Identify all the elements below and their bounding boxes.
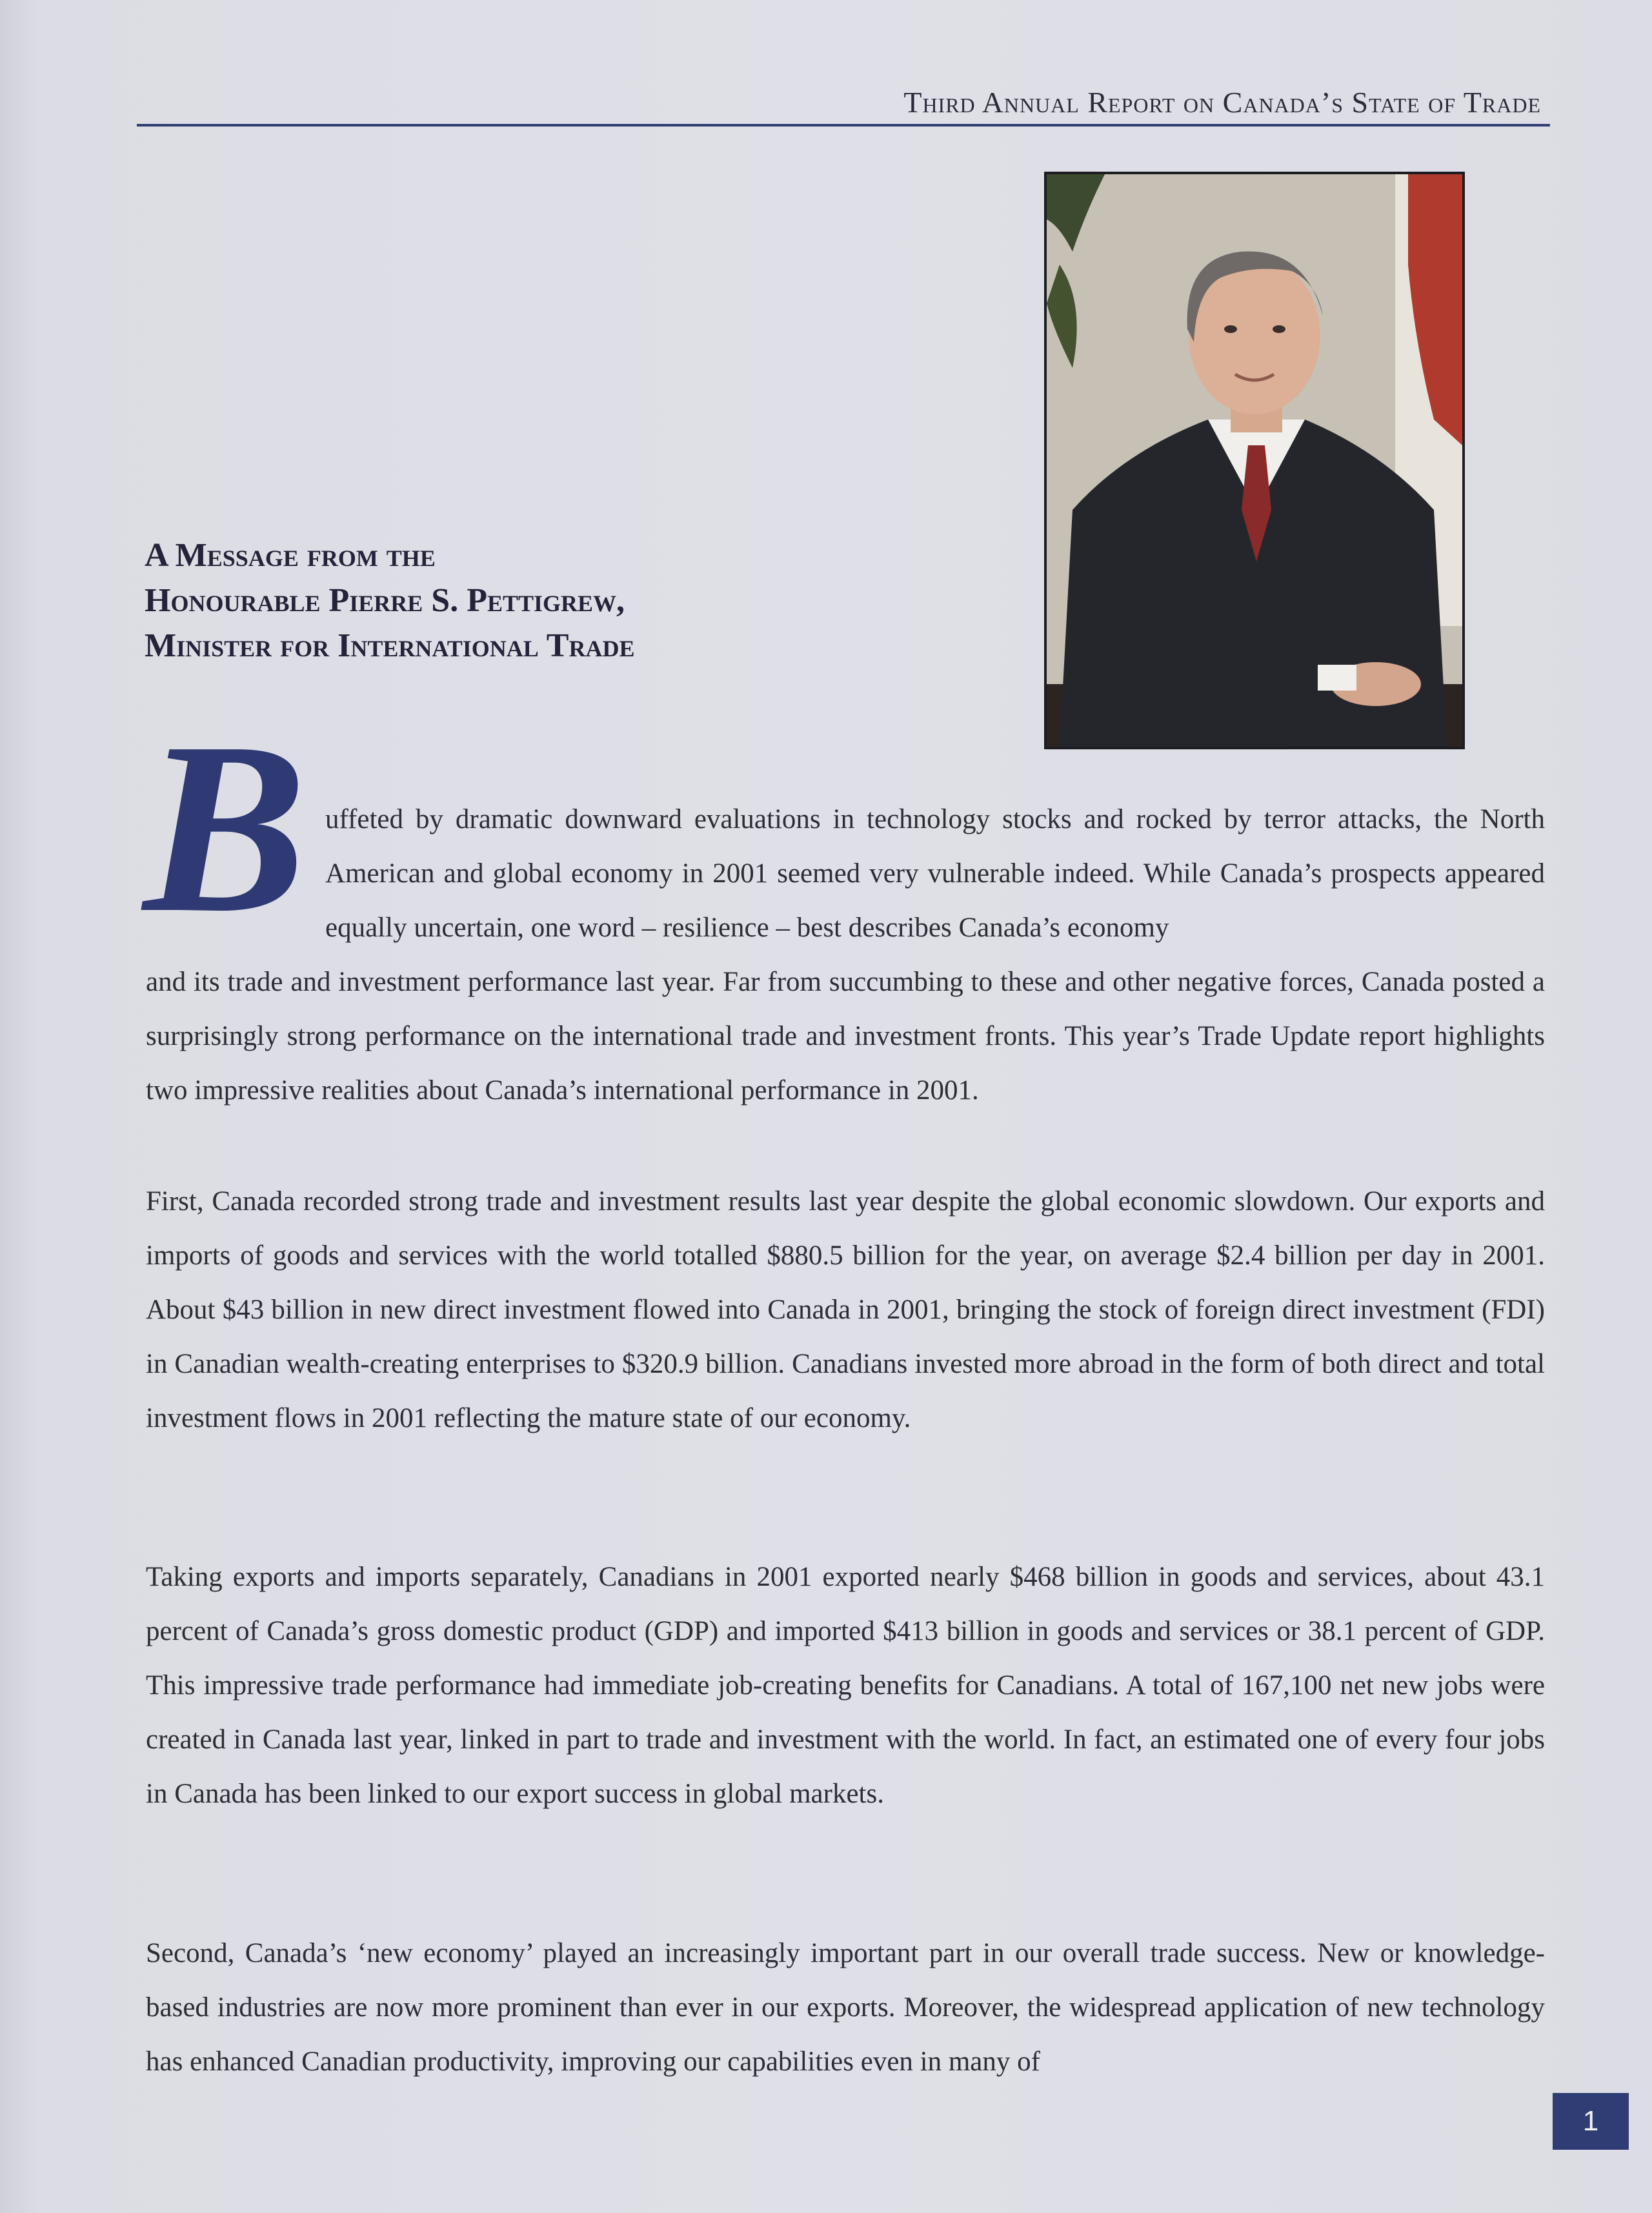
portrait-photo-icon bbox=[1047, 174, 1462, 747]
paragraph-1-opening: uffeted by dramatic downward evaluations in technology stocks and rocked by terror attacks, the North American and global economy in 2001 seemed very vulnerable indeed. While Canada’s prospects appeared equally uncertain, one word – resilience – best describes Canada’s economy bbox=[325, 804, 1545, 943]
heading-line-3: Minister for International Trade bbox=[145, 627, 635, 664]
message-heading bbox=[145, 533, 951, 669]
minister-portrait-photo bbox=[1044, 172, 1465, 749]
page-number-badge: 1 bbox=[1553, 2093, 1629, 2150]
running-header bbox=[137, 83, 1550, 126]
running-title: Third Annual Report on Canada’s State of Trade bbox=[903, 86, 1541, 119]
paragraph-2: First, Canada recorded strong trade and investment results last year despite the global economic slowdown. Our exports and imports of goods and services with the world totalled $880.5 billion for the year, on average $2.4 billion per day in 2001. About $43 billion in new direct investment flowed into Canada in 2001, bringing the stock of foreign direct investment (FDI) in Canadian wealth-creating enterprises to $320.9 billion. Canadians invested more abroad in the form of both direct and total investment flows in 2001 reflecting the mature state of our economy. bbox=[146, 1186, 1545, 1433]
paragraph-1-continued: and its trade and investment performance last year. Far from succumbing to these and other negative forces, Canada posted a surprisingly strong performance on the international trade and investment fronts. This year’s Trade Update report highlights two impressive realities about Canada’s international performance in 2001. bbox=[146, 967, 1545, 1106]
heading-line-2: Honourable Pierre S. Pettigrew, bbox=[145, 582, 625, 619]
heading-line-1: A Message from the bbox=[145, 537, 436, 574]
paragraph-4: Second, Canada’s ‘new economy’ played an increasingly important part in our overall trade success. New or knowledge-based industries are now more prominent than ever in our exports. Moreover, the widespread application of new technology has enhanced Canadian productivity, improving our capabilities even in many of bbox=[146, 1938, 1545, 2077]
drop-cap: B bbox=[143, 692, 307, 964]
paragraph-3: Taking exports and imports separately, Canadians in 2001 exported nearly $468 billion in goods and services, about 43.1 percent of Canada’s gross domestic product (GDP) and imported $413 billion in goods and services or 38.1 percent of GDP. This impressive trade performance had immediate job-creating benefits for Canadians. A total of 167,100 net new jobs were created in Canada last year, linked in part to trade and investment with the world. In fact, an estimated one of every four jobs in Canada has been linked to our export success in global markets. bbox=[146, 1562, 1545, 1809]
